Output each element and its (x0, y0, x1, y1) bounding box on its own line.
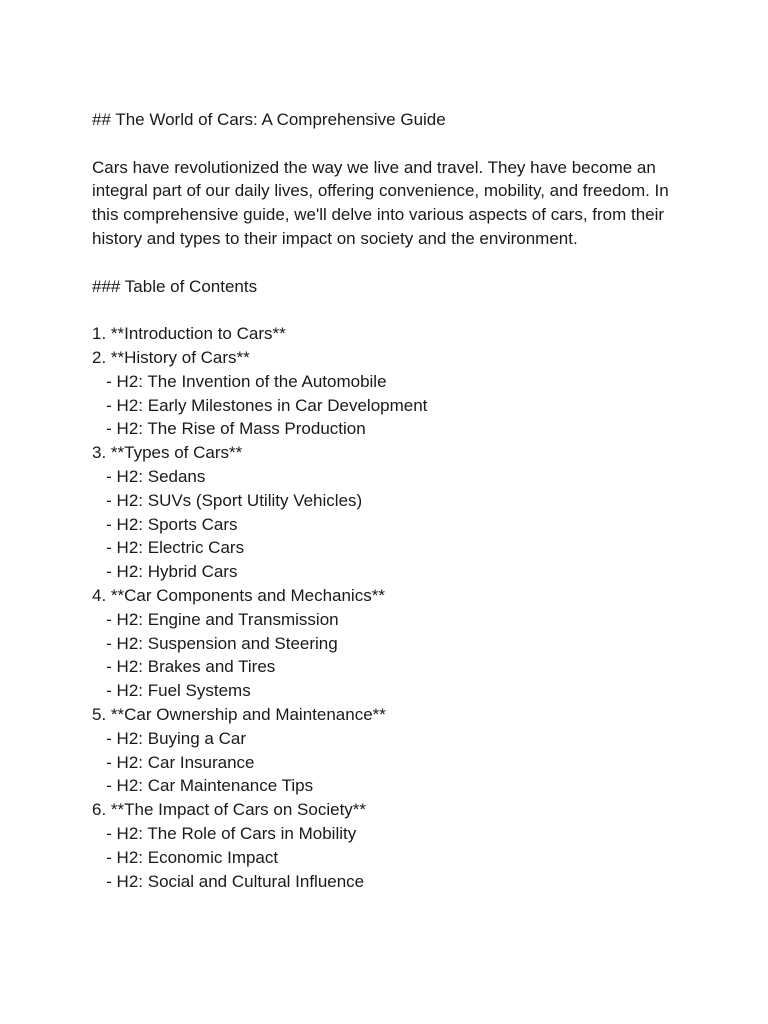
toc-line: - H2: SUVs (Sport Utility Vehicles) (92, 490, 363, 510)
toc-line: - H2: Engine and Transmission (92, 609, 339, 629)
toc-line: - H2: Car Maintenance Tips (92, 776, 314, 796)
toc-line: 6. **The Impact of Cars on Society** (92, 800, 367, 820)
table-of-contents (92, 322, 692, 893)
toc-line: - H2: The Invention of the Automobile (92, 371, 387, 391)
toc-line: 5. **Car Ownership and Maintenance** (92, 704, 386, 724)
toc-line: - H2: Brakes and Tires (92, 657, 276, 677)
toc-line: - H2: Car Insurance (92, 752, 255, 772)
toc-line: 2. **History of Cars** (92, 347, 250, 367)
toc-line: - H2: Sedans (92, 466, 206, 486)
toc-line: - H2: Suspension and Steering (92, 633, 338, 653)
toc-line: - H2: Social and Cultural Influence (92, 871, 365, 891)
document-title: ## The World of Cars: A Comprehensive Guide (92, 110, 446, 129)
toc-line: - H2: Electric Cars (92, 538, 245, 558)
toc-line: 3. **Types of Cars** (92, 443, 243, 463)
toc-line: - H2: Buying a Car (92, 728, 247, 748)
toc-line: 1. **Introduction to Cars** (92, 324, 286, 344)
toc-line: - H2: Economic Impact (92, 847, 279, 867)
toc-line: - H2: Early Milestones in Car Development (92, 395, 428, 415)
toc-line: - H2: Sports Cars (92, 514, 238, 534)
toc-line: - H2: The Role of Cars in Mobility (92, 823, 357, 843)
document-page (92, 108, 692, 893)
toc-line: - H2: Hybrid Cars (92, 562, 238, 582)
intro-paragraph: Cars have revolutionized the way we live and travel. They have become an integral part of our daily lives, offering convenience, mobility, and freedom. In this comprehensive guide, we'll delve into various aspects of cars, from their history and types to their impact on society and the environment. (92, 157, 669, 248)
toc-line: - H2: Fuel Systems (92, 681, 251, 701)
toc-line: 4. **Car Components and Mechanics** (92, 585, 385, 605)
toc-heading: ### Table of Contents (92, 276, 258, 296)
toc-line: - H2: The Rise of Mass Production (92, 419, 366, 439)
